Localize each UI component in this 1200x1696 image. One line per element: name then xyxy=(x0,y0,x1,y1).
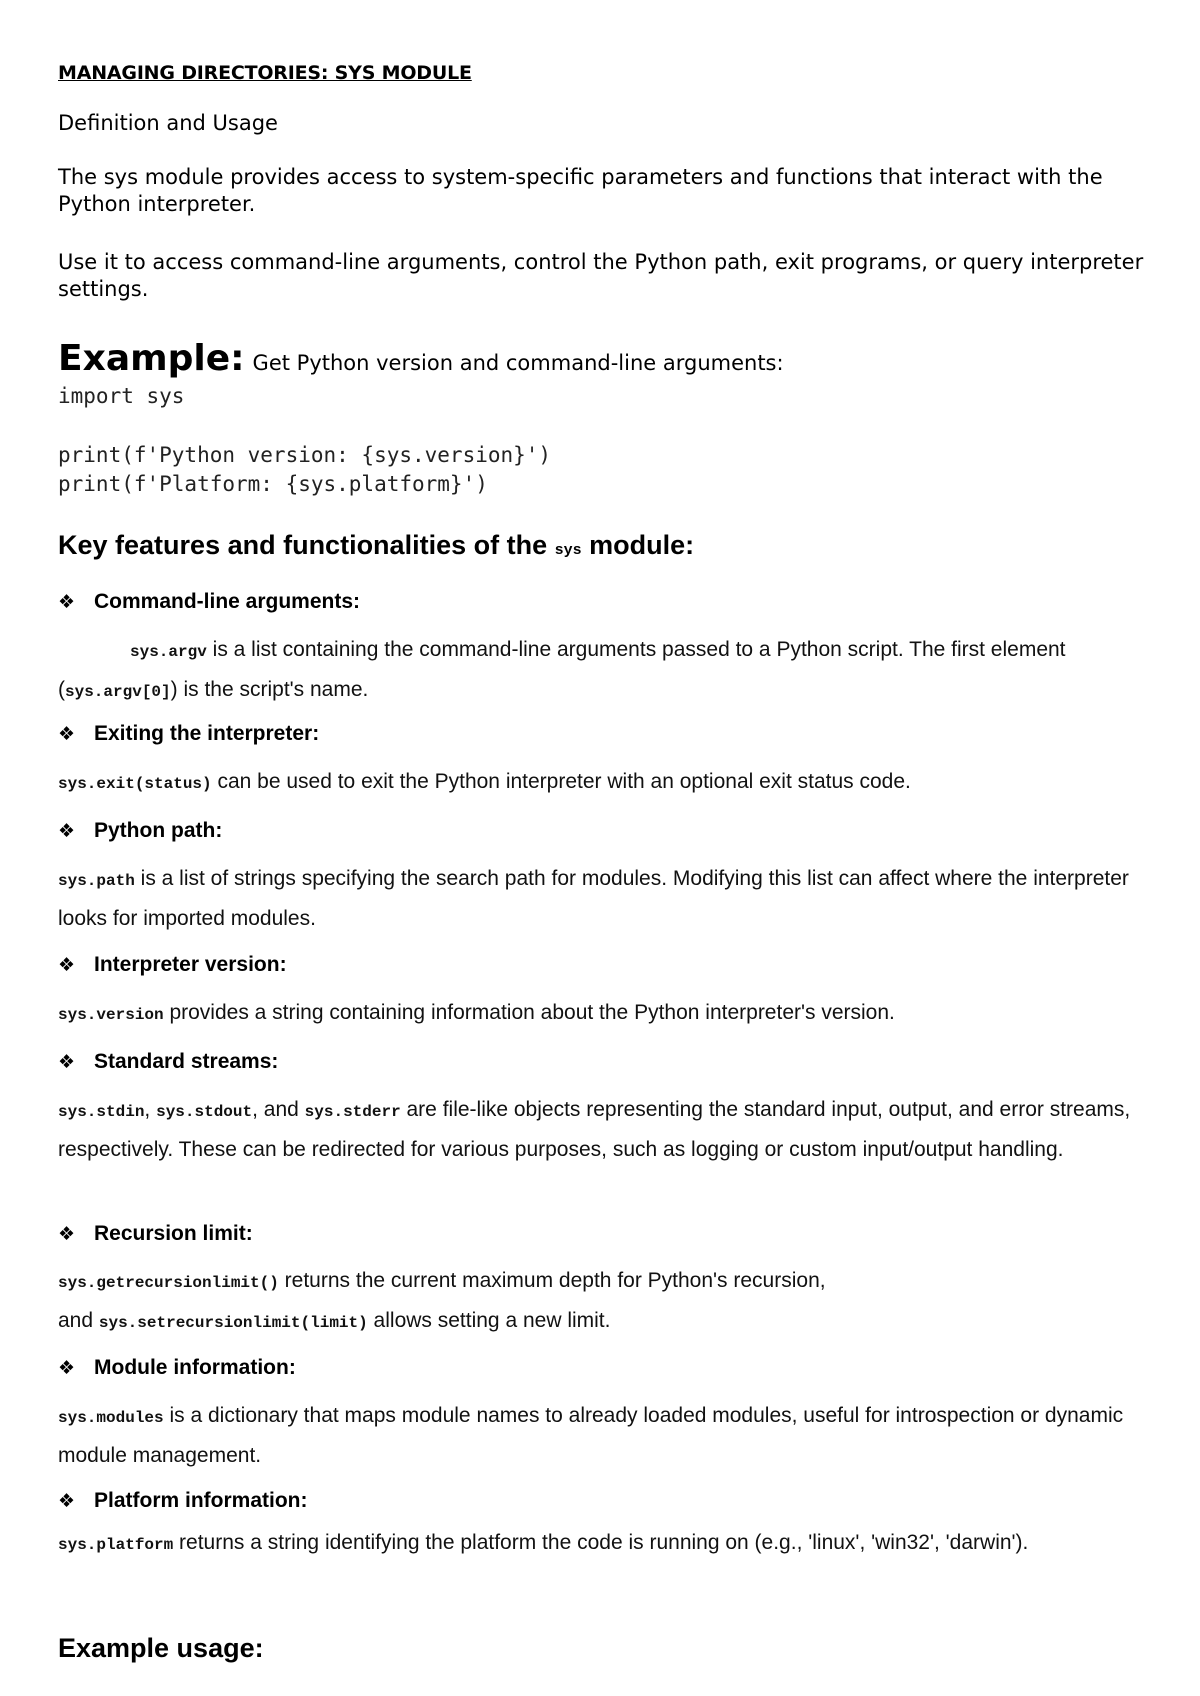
diamond-bullet-icon: ❖ xyxy=(58,591,76,613)
body-text: is a dictionary that maps module names to already loaded modules, useful for introspection or dynamic module management. xyxy=(58,1404,1124,1467)
feature-title-standard-streams xyxy=(58,1050,278,1074)
inline-code: sys.platform xyxy=(58,1536,174,1554)
feature-title-command-line xyxy=(58,590,360,614)
feature-title-interpreter-version xyxy=(58,953,287,977)
body-text: allows setting a new limit. xyxy=(367,1309,611,1332)
body-text: are file-like objects representing the standard input, output, and error streams, respectively. These can be redirected for various purposes, such as logging or custom input/output handling. xyxy=(58,1098,1131,1161)
intro-paragraph-1: The sys module provides access to system-specific parameters and functions that interact with the Python interpreter. xyxy=(58,165,1103,216)
body-text: returns the current maximum depth for Python's recursion, xyxy=(278,1269,826,1292)
inline-code: sys.stderr xyxy=(304,1103,401,1121)
inline-code: sys.argv xyxy=(130,643,207,661)
body-text: and xyxy=(58,1309,99,1332)
feature-body-platform-information xyxy=(58,1524,1178,1564)
feature-body-exiting xyxy=(58,763,1178,803)
code-line-4: print(f'Platform: {sys.platform}') xyxy=(58,472,488,496)
feature-title-text: Platform information: xyxy=(94,1489,308,1512)
inline-code: sys.stdin xyxy=(58,1103,145,1121)
feature-title-exiting xyxy=(58,722,319,746)
feature-title-module-information xyxy=(58,1356,296,1380)
body-text: is a list of strings specifying the search path for modules. Modifying this list can affect where the interpreter looks for imported modules. xyxy=(58,867,1129,930)
diamond-bullet-icon: ❖ xyxy=(58,1490,76,1512)
feature-title-text: Recursion limit: xyxy=(94,1222,253,1245)
inline-code: sys.getrecursionlimit() xyxy=(58,1274,279,1292)
inline-code: sys.stdout xyxy=(156,1103,253,1121)
diamond-bullet-icon: ❖ xyxy=(58,1223,76,1245)
diamond-bullet-icon: ❖ xyxy=(58,954,76,976)
feature-body-standard-streams xyxy=(58,1091,1178,1168)
diamond-bullet-icon: ❖ xyxy=(58,1051,76,1073)
body-text: ) is the script's name. xyxy=(170,678,369,701)
features-heading-suffix: module: xyxy=(589,530,695,560)
inline-code: sys.version xyxy=(58,1006,164,1024)
feature-body-module-information xyxy=(58,1397,1178,1474)
feature-body-command-line xyxy=(58,631,1178,711)
features-heading-code: sys xyxy=(554,542,582,559)
inline-code: sys.modules xyxy=(58,1409,164,1427)
diamond-bullet-icon: ❖ xyxy=(58,1357,76,1379)
feature-body-interpreter-version xyxy=(58,994,1178,1034)
feature-title-text: Exiting the interpreter: xyxy=(94,722,320,745)
feature-title-text: Command-line arguments: xyxy=(94,590,361,613)
diamond-bullet-icon: ❖ xyxy=(58,723,76,745)
feature-body-recursion-limit xyxy=(58,1262,1178,1342)
recursion-line-1 xyxy=(58,1262,1178,1302)
features-heading-prefix: Key features and functionalities of the xyxy=(58,530,548,560)
feature-title-text: Standard streams: xyxy=(94,1050,279,1073)
code-line-1: import sys xyxy=(58,384,185,408)
example-heading xyxy=(58,338,784,379)
intro-paragraph-2: Use it to access command-line arguments, control the Python path, exit programs, or query interpreter settings. xyxy=(58,250,1144,301)
body-text: returns a string identifying the platform the code is running on (e.g., 'linux', 'win32', 'darwin'). xyxy=(173,1531,1029,1554)
feature-body-python-path xyxy=(58,860,1178,937)
features-heading xyxy=(58,530,694,561)
example-label: Example: xyxy=(58,338,245,379)
feature-title-python-path xyxy=(58,819,222,843)
section-subtitle: Definition and Usage xyxy=(58,111,278,135)
body-text: , and xyxy=(252,1098,305,1121)
example-description: Get Python version and command-line arguments: xyxy=(252,351,784,375)
inline-code: sys.setrecursionlimit(limit) xyxy=(98,1314,368,1332)
document-title: MANAGING DIRECTORIES: SYS MODULE xyxy=(58,62,472,84)
inline-code: sys.path xyxy=(58,872,135,890)
inline-code: sys.argv[0] xyxy=(65,683,171,701)
body-text: is a list containing the command-line arguments passed to a Python script. The first element ( xyxy=(58,638,1066,701)
feature-title-text: Module information: xyxy=(94,1356,296,1379)
recursion-line-2 xyxy=(58,1302,1178,1342)
body-text: can be used to exit the Python interpreter with an optional exit status code. xyxy=(211,770,911,793)
code-line-3: print(f'Python version: {sys.version}') xyxy=(58,443,552,467)
feature-title-text: Python path: xyxy=(94,819,223,842)
example-usage-heading: Example usage: xyxy=(58,1633,264,1663)
feature-title-text: Interpreter version: xyxy=(94,953,287,976)
body-text: , xyxy=(144,1098,157,1121)
feature-title-platform-information xyxy=(58,1489,308,1513)
inline-code: sys.exit(status) xyxy=(58,775,212,793)
diamond-bullet-icon: ❖ xyxy=(58,820,76,842)
body-text: provides a string containing information about the Python interpreter's version. xyxy=(163,1001,895,1024)
feature-title-recursion-limit xyxy=(58,1222,253,1246)
